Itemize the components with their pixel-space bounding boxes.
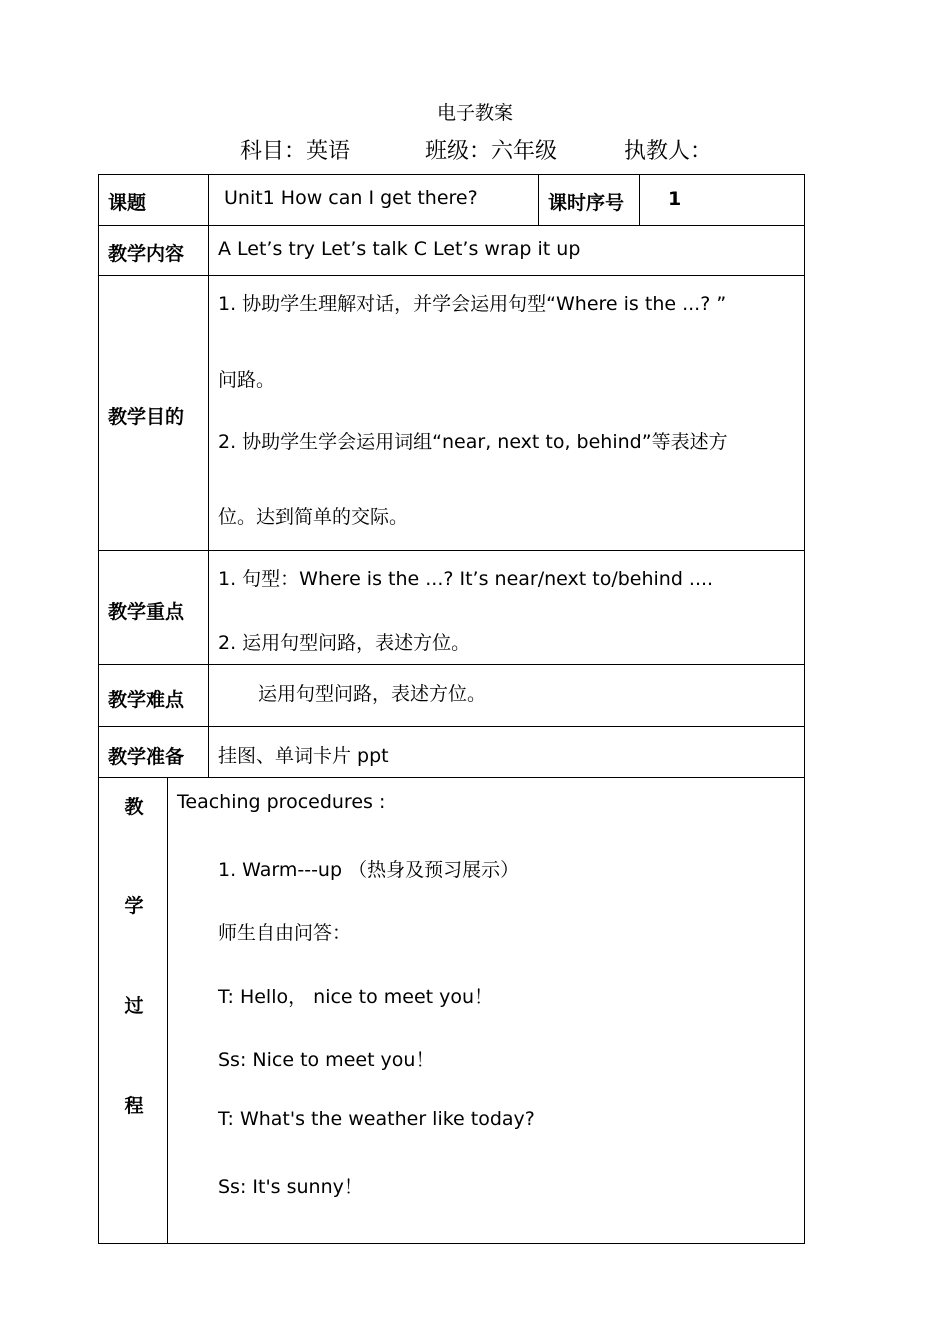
process-line: Ss: It's sunny！ bbox=[218, 1176, 363, 1198]
preparation-value: 挂图、单词卡片 ppt bbox=[218, 745, 389, 767]
process-label-char: 教 bbox=[124, 796, 144, 818]
objective-line: 问路。 bbox=[218, 369, 276, 391]
difficulties-label: 教学难点 bbox=[108, 689, 185, 711]
process-line: 师生自由问答： bbox=[218, 922, 352, 944]
objectives-label: 教学目的 bbox=[108, 406, 185, 428]
process-line: Ss: Nice to meet you！ bbox=[218, 1049, 435, 1071]
process-line: Teaching procedures : bbox=[177, 791, 386, 813]
process-label-char: 过 bbox=[124, 995, 144, 1017]
difficulties-value: 运用句型问路，表述方位。 bbox=[258, 683, 487, 705]
teacher-field: 执教人： bbox=[624, 139, 713, 164]
key-point-line: 1. 句型：Where is the ...? It’s near/next to/behind .... bbox=[218, 568, 714, 590]
objective-line: 2. 协助学生学会运用词组“near, next to, behind”等表述方 bbox=[218, 431, 728, 453]
key-point-line: 2. 运用句型问路，表述方位。 bbox=[218, 632, 471, 654]
process-label-char: 程 bbox=[124, 1095, 144, 1117]
content-label: 教学内容 bbox=[108, 243, 185, 265]
lesson-number-label: 课时序号 bbox=[548, 192, 625, 214]
process-line: T: What's the weather like today? bbox=[218, 1108, 535, 1130]
lesson-number-value: 1 bbox=[668, 188, 682, 210]
topic-value: Unit1 How can I get there? bbox=[224, 187, 478, 209]
class-field: 班级：六年级 bbox=[425, 139, 558, 164]
preparation-label: 教学准备 bbox=[108, 746, 185, 768]
objective-line: 1. 协助学生理解对话，并学会运用句型“Where is the ...? ” bbox=[218, 293, 727, 315]
process-label-char: 学 bbox=[124, 895, 144, 917]
process-line: 1. Warm---up （热身及预习展示） bbox=[218, 859, 520, 881]
objective-line: 位。达到简单的交际。 bbox=[218, 506, 409, 528]
subject-field: 科目：英语 bbox=[240, 139, 351, 164]
process-line: T: Hello， nice to meet you！ bbox=[218, 986, 494, 1008]
topic-label: 课题 bbox=[108, 192, 147, 214]
document-title: 电子教案 bbox=[436, 102, 513, 124]
content-value: A Let’s try Let’s talk C Let’s wrap it up bbox=[218, 238, 581, 260]
key-points-label: 教学重点 bbox=[108, 601, 185, 623]
